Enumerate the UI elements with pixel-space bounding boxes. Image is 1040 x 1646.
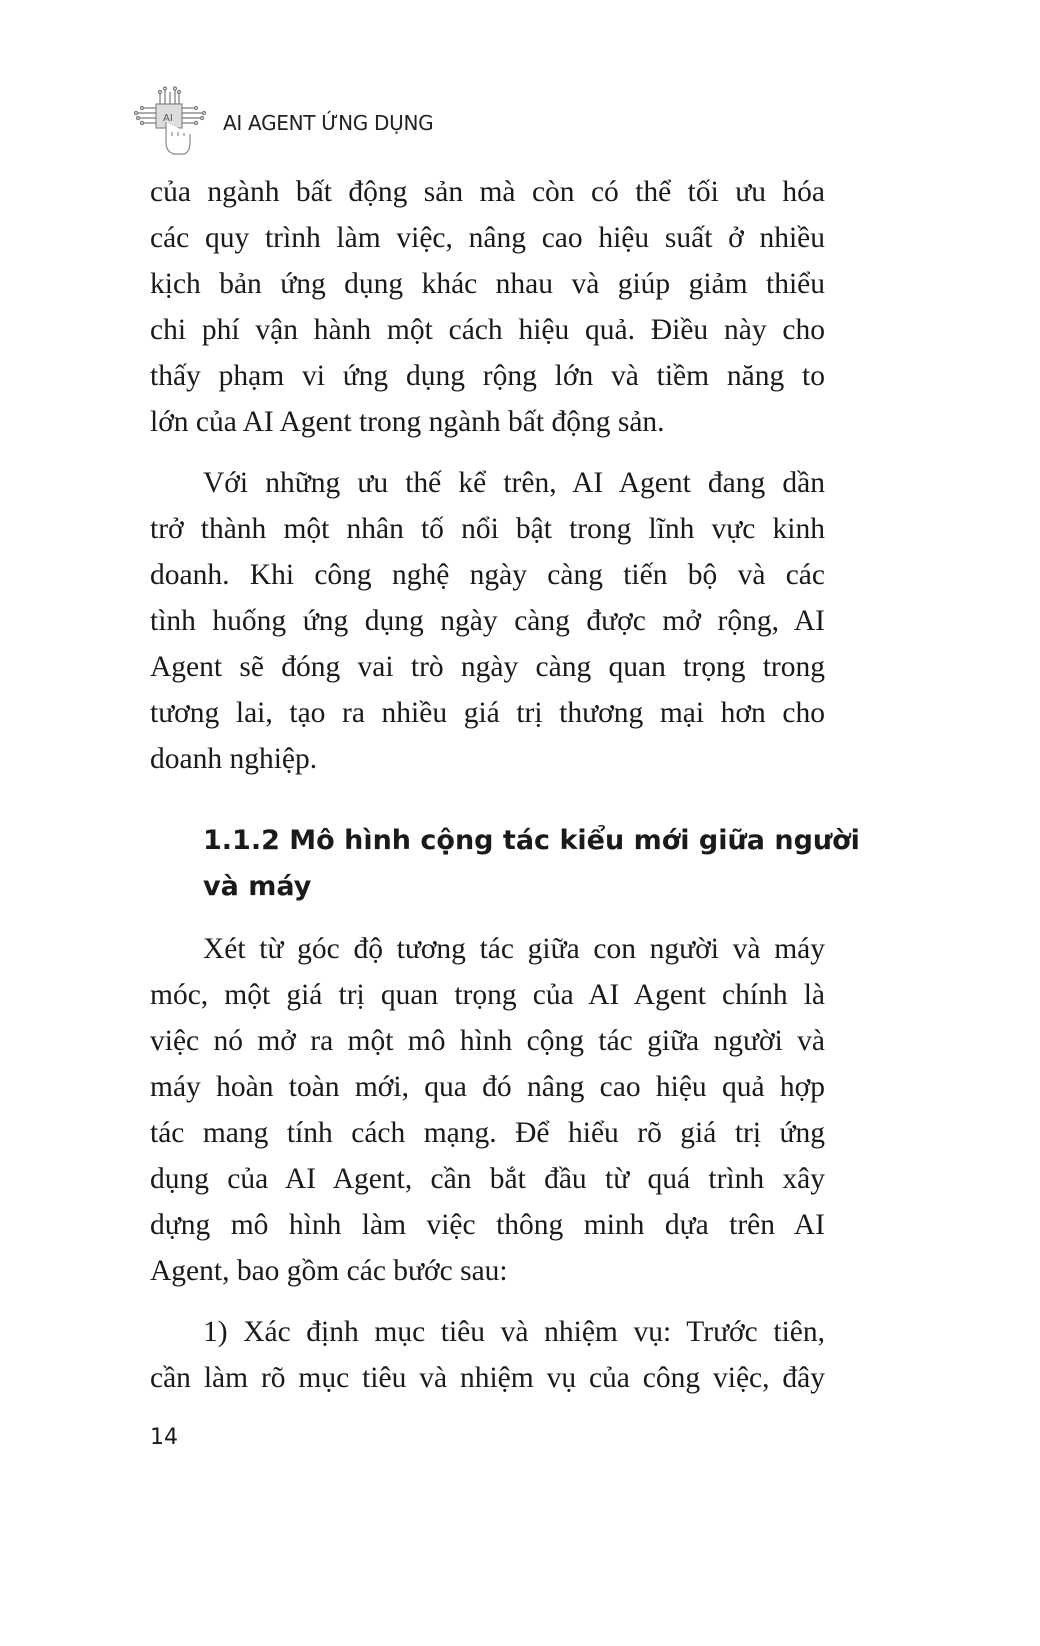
text-line: Với những ưu thế kể trên, AI Agent đang dần bbox=[203, 467, 825, 499]
text-line: các quy trình làm việc, nâng cao hiệu suất ở nhiều bbox=[150, 222, 825, 254]
text-line: 1) Xác định mục tiêu và nhiệm vụ: Trước tiên, bbox=[203, 1316, 825, 1348]
text-line: kịch bản ứng dụng khác nhau và giúp giảm thiểu bbox=[150, 268, 825, 300]
text-line: dụng của AI Agent, cần bắt đầu từ quá trình xây bbox=[150, 1163, 825, 1195]
text-line: của ngành bất động sản mà còn có thể tối ưu hóa bbox=[150, 176, 825, 208]
ai-chip-hand-logo-icon bbox=[132, 86, 208, 158]
page-number: 14 bbox=[150, 1425, 178, 1450]
text-line: chi phí vận hành một cách hiệu quả. Điều này cho bbox=[150, 314, 825, 346]
text-line: máy hoàn toàn mới, qua đó nâng cao hiệu quả hợp bbox=[150, 1071, 825, 1103]
text-line: cần làm rõ mục tiêu và nhiệm vụ của công việc, đây bbox=[150, 1362, 825, 1394]
heading-line: và máy bbox=[203, 871, 312, 902]
text-line: Xét từ góc độ tương tác giữa con người và máy bbox=[203, 933, 825, 965]
text-line: thấy phạm vi ứng dụng rộng lớn và tiềm năng to bbox=[150, 360, 825, 392]
svg-text:AI: AI bbox=[163, 113, 173, 124]
text-line: doanh. Khi công nghệ ngày càng tiến bộ và các bbox=[150, 559, 825, 591]
text-line: Agent, bao gồm các bước sau: bbox=[150, 1255, 508, 1287]
text-line: Agent sẽ đóng vai trò ngày càng quan trọng trong bbox=[150, 651, 825, 683]
text-line: tác mang tính cách mạng. Để hiểu rõ giá trị ứng bbox=[150, 1117, 825, 1149]
heading-line: 1.1.2 Mô hình cộng tác kiểu mới giữa người bbox=[203, 825, 860, 856]
text-line: tương lai, tạo ra nhiều giá trị thương mại hơn cho bbox=[150, 697, 825, 729]
text-line: tình huống ứng dụng ngày càng được mở rộng, AI bbox=[150, 605, 825, 637]
text-line: dựng mô hình làm việc thông minh dựa trên AI bbox=[150, 1209, 825, 1241]
text-line: lớn của AI Agent trong ngành bất động sản. bbox=[150, 406, 665, 438]
text-line: việc nó mở ra một mô hình cộng tác giữa người và bbox=[150, 1025, 825, 1057]
text-line: trở thành một nhân tố nổi bật trong lĩnh vực kinh bbox=[150, 513, 825, 545]
running-header-title: AI AGENT ỨNG DỤNG bbox=[223, 111, 434, 135]
text-line: móc, một giá trị quan trọng của AI Agent chính là bbox=[150, 979, 825, 1011]
text-line: doanh nghiệp. bbox=[150, 743, 318, 775]
